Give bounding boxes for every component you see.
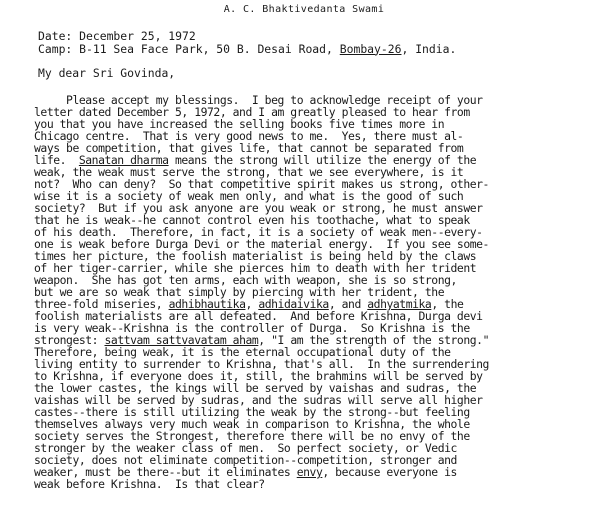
term-sanatan-dharma: Sanatan dharma xyxy=(78,153,169,167)
body-text: life. xyxy=(34,153,79,167)
salutation: My dear Sri Govinda, xyxy=(38,66,176,80)
body-line: of his death. Therefore, in fact, it is a society of weak men--every- xyxy=(34,225,483,239)
body-line: Chicago centre. That is very good news to me. Yes, there must al- xyxy=(34,129,464,143)
body-line: is very weak--Krishna is the controller of Durga. So Krishna is the xyxy=(34,321,470,335)
camp-suffix: , India. xyxy=(401,41,457,56)
body-text: , the xyxy=(431,297,464,311)
body-line: weapon. She has got ten arms, each with weapon, she is so strong, xyxy=(34,273,457,287)
body-line: society, does not eliminate competition--competition, stronger and xyxy=(34,453,457,467)
body-line: that he is weak--he cannot control even his toothache, what to speak xyxy=(34,213,470,227)
body-line: castes--there is still utilizing the weak by the strong--but feeling xyxy=(34,405,470,419)
body-line: you that you have increased the selling books five times more in xyxy=(34,117,445,131)
body-line: Therefore, being weak, it is the eternal occupational duty of the xyxy=(34,345,451,359)
body-line: society serves the Strongest, therefore there will be no envy of the xyxy=(34,429,470,443)
body-text: means the strong will utilize the energy of the xyxy=(168,153,477,167)
date-line: Date: December 25, 1972 xyxy=(38,29,196,43)
body-line: ways be competition, that gives life, that cannot be separated from xyxy=(34,141,464,155)
body-line: weak before Krishna. Is that clear? xyxy=(34,477,265,491)
term-adhidaivika: adhidaivika xyxy=(258,297,329,311)
body-line: not? Who can deny? So that competitive spirit makes us strong, other- xyxy=(34,177,489,191)
body-line: Please accept my blessings. I beg to acknowledge receipt of your xyxy=(34,93,483,107)
term-adhyatmika: adhyatmika xyxy=(367,297,432,311)
body-text: weaker, must be there--but it eliminates xyxy=(34,465,297,479)
body-text: , "I am the strength of the strong." xyxy=(258,333,489,347)
term-adhibhautika: adhibhautika xyxy=(168,297,246,311)
camp-prefix: Camp: B-11 Sea Face Park, 50 B. Desai Road, xyxy=(38,41,340,56)
body-text: strongest: xyxy=(34,333,105,347)
body-line: themselves always very much weak in comparison to Krishna, the whole xyxy=(34,417,470,431)
body-line: letter dated December 5, 1972, and I am greatly pleased to hear from xyxy=(34,105,470,119)
letter-body xyxy=(34,94,604,490)
body-line: times her picture, the foolish materialist is being held by the claws xyxy=(34,249,477,263)
body-line: society? But if you ask anyone are you weak or strong, he must answer xyxy=(34,201,483,215)
body-line: but we are so weak that simply by piercing with her trident, the xyxy=(34,285,445,299)
body-line: living entity to surrender to Krishna, that's all. In the surrendering xyxy=(34,357,489,371)
body-text: , and xyxy=(328,297,368,311)
body-text: , because everyone is xyxy=(322,465,457,479)
camp-line xyxy=(38,42,456,56)
body-line: vaishas will be served by sudras, and the sudras will serve all higher xyxy=(34,393,483,407)
camp-city: Bombay-26 xyxy=(339,41,402,56)
body-line: stronger by the weaker class of men. So perfect society, or Vedic xyxy=(34,441,457,455)
letter-meta xyxy=(38,30,456,55)
body-line: wise it is a society of weak men only, and what is the good of such xyxy=(34,189,464,203)
body-line: the lower castes, the kings will be served by vaishas and sudras, the xyxy=(34,381,477,395)
term-sattvam-sattvavatam-aham: sattvam sattvavatam aham xyxy=(104,333,259,347)
body-line: to Krishna, if everyone does it, still, the brahmins will be served by xyxy=(34,369,483,383)
body-text: three-fold miseries, xyxy=(34,297,169,311)
body-line: weak, the weak must serve the strong, that we see everywhere, is it xyxy=(34,165,464,179)
body-line: of her tiger-carrier, while she pierces him to death with her trident xyxy=(34,261,477,275)
body-line: one is weak before Durga Devi or the material energy. If you see some- xyxy=(34,237,489,251)
letterhead: A. C. Bhaktivedanta Swami xyxy=(223,4,385,15)
body-line: foolish materialists are all defeated. And before Krishna, Durga devi xyxy=(34,309,483,323)
body-text: , xyxy=(245,297,259,311)
term-envy: envy xyxy=(296,465,323,479)
